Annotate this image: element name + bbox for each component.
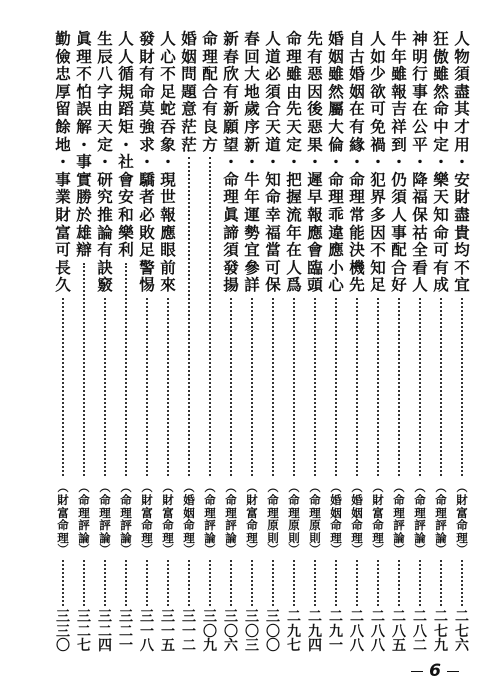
toc-entry-title: 神 明 行 事 在 公 平 ・ 降 福 保 祜 全 看 人	[412, 29, 428, 295]
toc-entry-page: 二 八 二	[413, 609, 427, 654]
toc-leader-dots	[146, 560, 150, 606]
toc-leader-dots	[335, 560, 339, 606]
toc-entry-title: 人 人 循 規 蹈 矩 ・ 社 會 安 和 樂 利	[118, 29, 134, 260]
toc-entry[interactable]	[346, 30, 367, 652]
toc-leader-dots	[230, 560, 234, 606]
toc-leader-dots	[377, 298, 381, 476]
toc-leader-dots	[419, 560, 423, 606]
toc-entry-page: 三 二 七	[77, 609, 91, 654]
toc-entry-category: ︵ 命 理 評 論 ︶	[414, 481, 426, 556]
toc-entry-page: 二 八 八	[371, 609, 385, 654]
toc-entry-category: ︵ 婚 姻 命 理 ︶	[330, 481, 342, 556]
toc-entry-title: 勤 儉 忠 厚 留 餘 地 ・ 事 業 財 富 可 長 久	[55, 29, 71, 295]
toc-leader-dots	[125, 560, 129, 606]
toc-leader-dots	[335, 298, 339, 476]
toc-entry-category: ︵ 財 富 命 理 ︶	[162, 481, 174, 556]
toc-entry[interactable]	[262, 30, 283, 652]
toc-leader-dots	[83, 263, 87, 476]
toc-entry-category: ︵ 財 富 命 理 ︶	[57, 481, 69, 556]
toc-entry-page: 三 〇 六	[224, 609, 238, 654]
toc-leader-dots	[167, 298, 171, 476]
toc-entry-category: ︵ 命 理 原 則 ︶	[309, 481, 321, 556]
toc-entry[interactable]	[136, 30, 157, 652]
toc-entry-title: 婚 姻 問 題 意 茫 茫	[181, 29, 197, 154]
toc-entry-title: 發 財 有 命 莫 強 求 ・ 驕 者 必 敗 足 警 惕	[139, 29, 155, 295]
toc-entry-category: ︵ 命 理 評 論 ︶	[393, 481, 405, 556]
toc-leader-dots	[83, 560, 87, 606]
toc-entry-page: 三 〇 三	[245, 609, 259, 654]
toc-leader-dots	[314, 560, 318, 606]
toc-entry-page: 二 八 五	[392, 609, 406, 654]
toc-entry-category: ︵ 命 理 評 論 ︶	[204, 481, 216, 556]
page-number: 6	[429, 661, 441, 681]
toc-entry[interactable]	[409, 30, 430, 652]
toc-leader-dots	[125, 263, 129, 476]
toc-entry-category: ︵ 婚 姻 命 理 ︶	[351, 481, 363, 556]
toc-entry-title: 人 道 必 須 合 天 道 ・ 知 命 幸 福 當 可 保	[265, 29, 281, 295]
toc-entry-page: 三 三 〇	[56, 609, 70, 654]
toc-leader-dots	[377, 560, 381, 606]
toc-entry-title: 命 理 配 合 有 良 方	[202, 29, 218, 154]
toc-leader-dots	[104, 298, 108, 476]
toc-entry-page: 二 九 四	[308, 609, 322, 654]
toc-leader-dots	[398, 560, 402, 606]
toc-leader-dots	[62, 298, 66, 476]
toc-entry-page: 三 〇 〇	[266, 609, 280, 654]
toc-entry-category: ︵ 婚 姻 命 理 ︶	[183, 481, 195, 556]
toc-leader-dots	[440, 298, 444, 476]
toc-leader-dots	[230, 298, 234, 476]
toc-leader-dots	[146, 298, 150, 476]
toc-entry-title: 人 心 不 足 蛇 吞 象 ・ 現 世 報 應 眼 前 來	[160, 29, 176, 295]
toc-entry-category: ︵ 命 理 評 論 ︶	[99, 481, 111, 556]
toc-leader-dots	[188, 560, 192, 606]
toc-entry[interactable]	[73, 30, 94, 652]
toc-leader-dots	[62, 560, 66, 606]
toc-entry-title: 婚 姻 雖 然 屬 大 倫 ・ 命 理 乖 違 應 小 心	[328, 29, 344, 295]
toc-leader-dots	[461, 298, 465, 476]
toc-entry-page: 二 七 九	[434, 609, 448, 654]
toc-entry-title: 新 春 欣 有 新 願 望 ・ 命 理 眞 諦 須 發 揚	[223, 29, 239, 295]
page-footer	[400, 660, 470, 682]
toc-entry-title: 自 古 婚 姻 在 有 緣 ・ 命 理 常 能 決 機 先	[349, 29, 365, 295]
toc-entry-category: ︵ 命 理 評 論 ︶	[120, 481, 132, 556]
toc-leader-dots	[209, 157, 213, 476]
toc-leader-dots	[356, 298, 360, 476]
toc-entry-category: ︵ 命 理 原 則 ︶	[288, 481, 300, 556]
toc-leader-dots	[272, 298, 276, 476]
toc-entry-page: 二 九 一	[329, 609, 343, 654]
toc-entry-category: ︵ 財 富 命 理 ︶	[141, 481, 153, 556]
toc-entry-category: ︵ 財 富 命 理 ︶	[456, 481, 468, 556]
toc-entry[interactable]	[115, 30, 136, 652]
toc-entry-category: ︵ 命 理 評 論 ︶	[225, 481, 237, 556]
footer-dash-right	[447, 671, 459, 672]
toc-entry-category: ︵ 命 理 原 則 ︶	[267, 481, 279, 556]
toc-entry-category: ︵ 財 富 命 理 ︶	[246, 481, 258, 556]
toc-entry[interactable]	[283, 30, 304, 652]
toc-entry-page: 三 一 二	[182, 609, 196, 654]
toc-entry-title: 人 物 須 盡 其 才 用 ・ 安 財 盡 貴 均 不 宜	[454, 29, 470, 295]
toc-entry-title: 狂 傲 雖 然 命 中 定 ・ 樂 天 知 命 可 有 成	[433, 29, 449, 295]
toc-leader-dots	[419, 298, 423, 476]
toc-entry-page: 二 七 六	[455, 609, 469, 654]
toc-entry-page: 三 〇 九	[203, 609, 217, 654]
toc-leader-dots	[209, 560, 213, 606]
toc-entry[interactable]	[304, 30, 325, 652]
toc-leader-dots	[314, 298, 318, 476]
toc-leader-dots	[293, 560, 297, 606]
toc-entry-title: 命 理 雖 由 先 天 定 ・ 把 握 流 年 在 人 爲	[286, 29, 302, 295]
toc-entry-title: 春 回 大 地 歲 序 新 ・ 牛 年 運 勢 宜 參 詳	[244, 29, 260, 295]
toc-entry[interactable]	[220, 30, 241, 652]
toc-leader-dots	[293, 298, 297, 476]
toc-leader-dots	[188, 157, 192, 476]
toc-leader-dots	[167, 560, 171, 606]
toc-entry-title: 先 有 惡 因 後 惡 果 ・ 遲 早 報 應 會 臨 頭	[307, 29, 323, 295]
toc-entry-page: 二 八 八	[350, 609, 364, 654]
footer-dash-left	[411, 671, 423, 672]
toc-entry[interactable]	[52, 30, 73, 652]
toc-entry-title: 生 辰 八 字 由 天 定 ・ 研 究 推 論 有 訣 竅	[97, 29, 113, 295]
toc-entry-title: 人 如 少 欲 可 免 禍 ・ 犯 界 多 因 不 知 足	[370, 29, 386, 295]
toc-entry[interactable]	[430, 30, 451, 652]
toc-entry-title: 牛 年 雖 報 吉 祥 到 ・ 仍 須 人 事 配 合 好	[391, 29, 407, 295]
toc-entry-category: ︵ 財 富 命 理 ︶	[372, 481, 384, 556]
toc-entry-page: 三 二 一	[119, 609, 133, 654]
toc-entry-category: ︵ 命 理 評 論 ︶	[435, 481, 447, 556]
toc-entry[interactable]	[451, 30, 472, 652]
table-of-contents	[52, 30, 472, 652]
toc-entry-page: 三 二 四	[98, 609, 112, 654]
toc-entry[interactable]	[367, 30, 388, 652]
toc-entry-page: 三 一 八	[140, 609, 154, 654]
toc-entry[interactable]	[178, 30, 199, 652]
toc-leader-dots	[251, 560, 255, 606]
toc-entry[interactable]	[325, 30, 346, 652]
toc-leader-dots	[440, 560, 444, 606]
toc-entry[interactable]	[94, 30, 115, 652]
toc-entry-category: ︵ 命 理 評 論 ︶	[78, 481, 90, 556]
toc-leader-dots	[104, 560, 108, 606]
toc-entry[interactable]	[199, 30, 220, 652]
toc-entry[interactable]	[241, 30, 262, 652]
toc-entry-page: 三 一 五	[161, 609, 175, 654]
toc-entry-page: 二 九 七	[287, 609, 301, 654]
toc-entry-title: 眞 理 不 怕 誤 解 ・ 事 實 勝 於 雄 辯	[76, 29, 92, 260]
toc-entry[interactable]	[157, 30, 178, 652]
toc-leader-dots	[461, 560, 465, 606]
toc-leader-dots	[356, 560, 360, 606]
toc-leader-dots	[398, 298, 402, 476]
toc-leader-dots	[272, 560, 276, 606]
toc-leader-dots	[251, 298, 255, 476]
toc-entry[interactable]	[388, 30, 409, 652]
